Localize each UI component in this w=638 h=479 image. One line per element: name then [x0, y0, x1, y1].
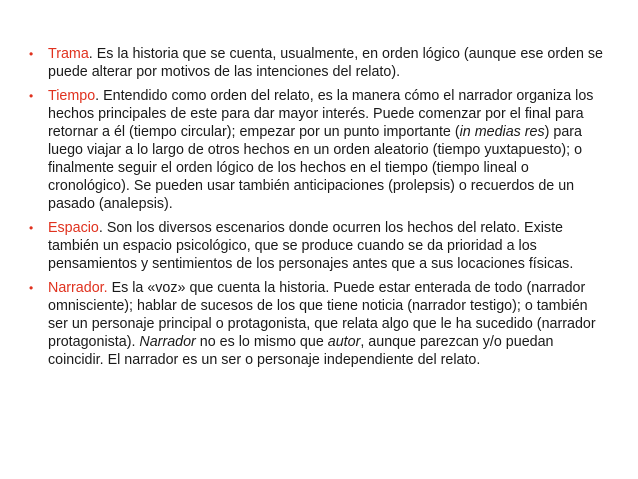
- bullet-icon: •: [29, 221, 34, 235]
- definition-narrador-part-2: no es lo mismo que: [195, 334, 328, 350]
- list-item-espacio: [26, 219, 611, 273]
- definition-trama: . Es la historia que se cuenta, usualmente, en orden lógico (aunque ese orden se puede alterar por motivos de las intenciones del relato).: [48, 46, 604, 80]
- bullet-icon: •: [29, 47, 34, 61]
- definition-narrador-italic-1: Narrador: [139, 334, 196, 350]
- definition-narrador-part-3: , aunque parezcan y/o puedan coincidir. El narrador es un ser o personaje independiente del relato.: [48, 334, 554, 368]
- definition-tiempo-part-2: ) para luego viajar a lo largo de otros hechos en un orden aleatorio (tiempo yuxtapuesto); o finalmente seguir el orden lógico de los hechos en el tiempo (tiempo lineal o cronológico). Se pueden usar también anticipaciones (prolepsis) o recuerdos de un pasado (analepsis).: [48, 124, 583, 212]
- definition-espacio: . Son los diversos escenarios donde ocurren los hechos del relato. Existe también un espacio psicológico, que se produce cuando se da prioridad a los pensamientos y sentimientos de los personajes antes que a sus locaciones físicas.: [48, 220, 574, 272]
- bullet-list: [26, 45, 611, 375]
- term-narrador: Narrador.: [48, 280, 108, 296]
- term-trama: Trama: [48, 46, 89, 62]
- term-espacio: Espacio: [48, 220, 99, 236]
- bullet-icon: •: [29, 89, 34, 103]
- list-item-trama: [26, 45, 611, 81]
- list-item-tiempo: [26, 87, 611, 213]
- definition-narrador-italic-2: autor: [327, 334, 361, 350]
- bullet-icon: •: [29, 281, 34, 295]
- term-tiempo: Tiempo: [48, 88, 96, 104]
- list-item-narrador: [26, 279, 611, 369]
- definition-tiempo-part-1: . Entendido como orden del relato, es la manera cómo el narrador organiza los hechos principales de este para dar mayor interés. Puede comenzar por el final para retornar a él (tiempo circular); empezar por un punto importante (: [48, 88, 594, 140]
- definition-narrador-part-1: Es la «voz» que cuenta la historia. Puede estar enterada de todo (narrador omnisciente); hablar de sucesos de los que tiene noticia (narrador testigo); o también ser un personaje principal o protagonista, que relata algo que le ha sucedido (narrador protagonista).: [48, 280, 596, 350]
- definition-tiempo-italic: in medias res: [459, 124, 545, 140]
